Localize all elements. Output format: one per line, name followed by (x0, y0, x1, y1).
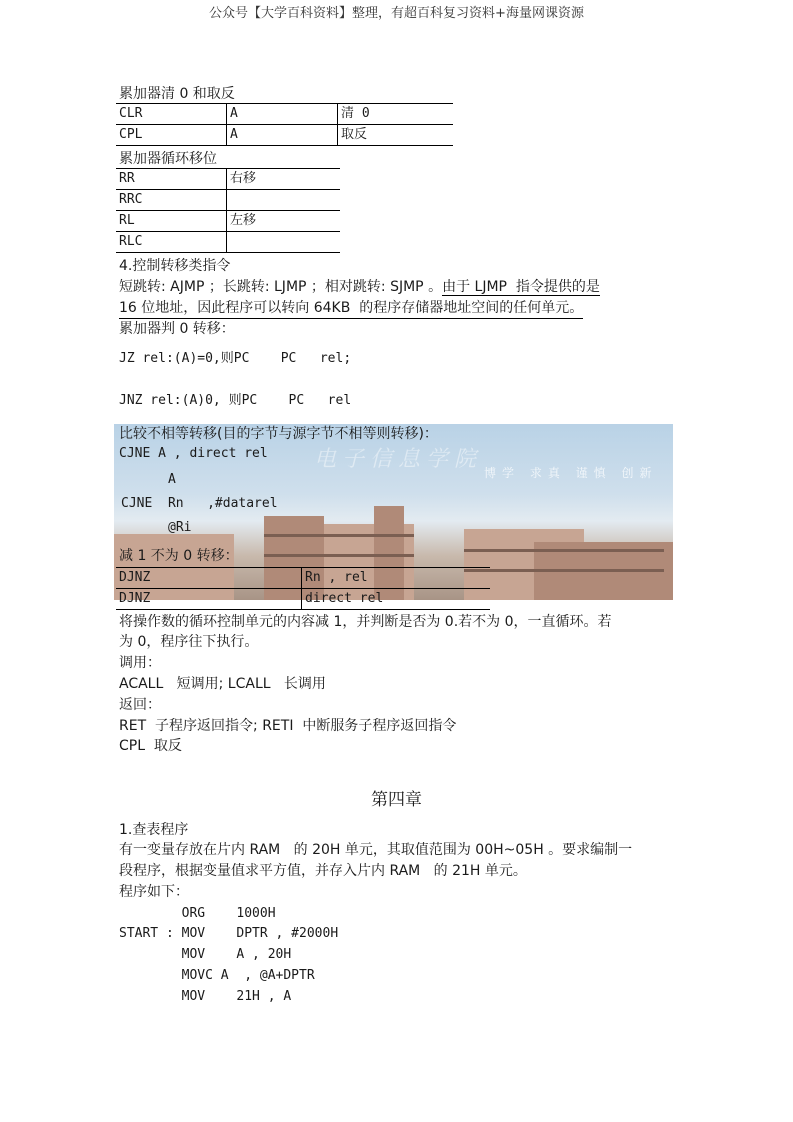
table-cell: CPL (116, 125, 227, 146)
banner-watermark: 电子信息学院 (314, 447, 483, 472)
table-cell: A (227, 125, 338, 146)
table-row (116, 169, 340, 190)
code-line: START : MOV DPTR , #2000H (119, 926, 339, 941)
cjne-operand-a: A (168, 472, 176, 487)
call-line: ACALL 短调用; LCALL 长调用 (119, 676, 326, 692)
lookup-description-2: 段程序，根据变量值求平方值，并存入片内 RAM 的 21H 单元。 (119, 863, 527, 879)
djnz-title: 减 1 不为 0 转移： (119, 548, 239, 564)
table-row (116, 232, 340, 253)
code-line: MOVC A , @A+DPTR (119, 968, 315, 983)
djnz-description-2: 为 0，程序往下执行。 (119, 634, 259, 650)
table-row (116, 125, 453, 146)
table-cell: RLC (116, 232, 227, 253)
table-row (116, 211, 340, 232)
table-cell: RRC (116, 190, 227, 211)
table-cell (227, 232, 341, 253)
section-accumulator-clear: 累加器清 0 和取反 (119, 86, 235, 102)
section-control-transfer: 4.控制转移类指令 (119, 258, 231, 274)
table-djnz (116, 567, 490, 610)
program-title: 程序如下： (119, 884, 189, 900)
jump-types-text: 短跳转: AJMP ；长跳转: LJMP ；相对跳转: SJMP 。 (119, 279, 443, 295)
ljmp-note-continued: 16 位地址，因此程序可以转向 64KB 的程序存储器地址空间的任何单元。 (119, 298, 583, 319)
table-cell: DJNZ (116, 568, 302, 589)
return-line: RET 子程序返回指令; RETI 中断服务子程序返回指令 (119, 718, 457, 734)
table-cell: direct rel (302, 589, 491, 610)
table-cell: 取反 (338, 125, 454, 146)
table-cell: Rn , rel (302, 568, 491, 589)
code-line: ORG 1000H (119, 906, 276, 921)
table-cell: DJNZ (116, 589, 302, 610)
table-cell: CLR (116, 104, 227, 125)
table-cell: 右移 (227, 169, 341, 190)
lookup-title: 1.查表程序 (119, 822, 189, 838)
cjne-operand-ri: @Ri (168, 520, 192, 535)
cjne-line-2: CJNE Rn ,#datarel (121, 496, 278, 511)
cjne-line-1: CJNE A , direct rel (119, 446, 268, 461)
jz-instruction: JZ rel:(A)=0,则PC PC rel; (119, 351, 352, 366)
table-cell: RR (116, 169, 227, 190)
chapter-title: 第四章 (371, 790, 422, 810)
table-cell: RL (116, 211, 227, 232)
table-row (116, 190, 340, 211)
jnz-instruction: JNZ rel:(A)0, 则PC PC rel (119, 393, 352, 408)
return-title: 返回： (119, 697, 161, 713)
section-accumulator-rotate: 累加器循环移位 (119, 151, 217, 167)
table-cell: A (227, 104, 338, 125)
jump-types (119, 277, 600, 297)
table-cell (227, 190, 341, 211)
table-rotate (116, 168, 340, 253)
cjne-title: 比较不相等转移(目的字节与源字节不相等则转移)： (119, 426, 438, 442)
table-row (116, 104, 453, 125)
table-row (116, 568, 490, 589)
lookup-description-1: 有一变量存放在片内 RAM 的 20H 单元，其取值范围为 00H~05H 。要求编制一 (119, 842, 633, 858)
banner-motto: 博学 求真 谨慎 创新 (484, 466, 658, 480)
page-header: 公众号【大学百科资料】整理，有超百科复习资料+海量网课资源 (209, 6, 584, 21)
cpl-line: CPL 取反 (119, 738, 182, 754)
table-clear-complement (116, 103, 453, 146)
judge-zero-title: 累加器判 0 转移： (119, 321, 235, 337)
table-cell: 清 0 (338, 104, 454, 125)
table-cell: 左移 (227, 211, 341, 232)
djnz-description-1: 将操作数的循环控制单元的内容减 1，并判断是否为 0.若不为 0，一直循环。若 (119, 614, 612, 630)
table-row (116, 589, 490, 610)
call-title: 调用： (119, 655, 161, 671)
code-line: MOV 21H , A (119, 989, 292, 1004)
code-line: MOV A , 20H (119, 947, 292, 962)
ljmp-note: 由于 LJMP 指令提供的是 (442, 279, 600, 295)
